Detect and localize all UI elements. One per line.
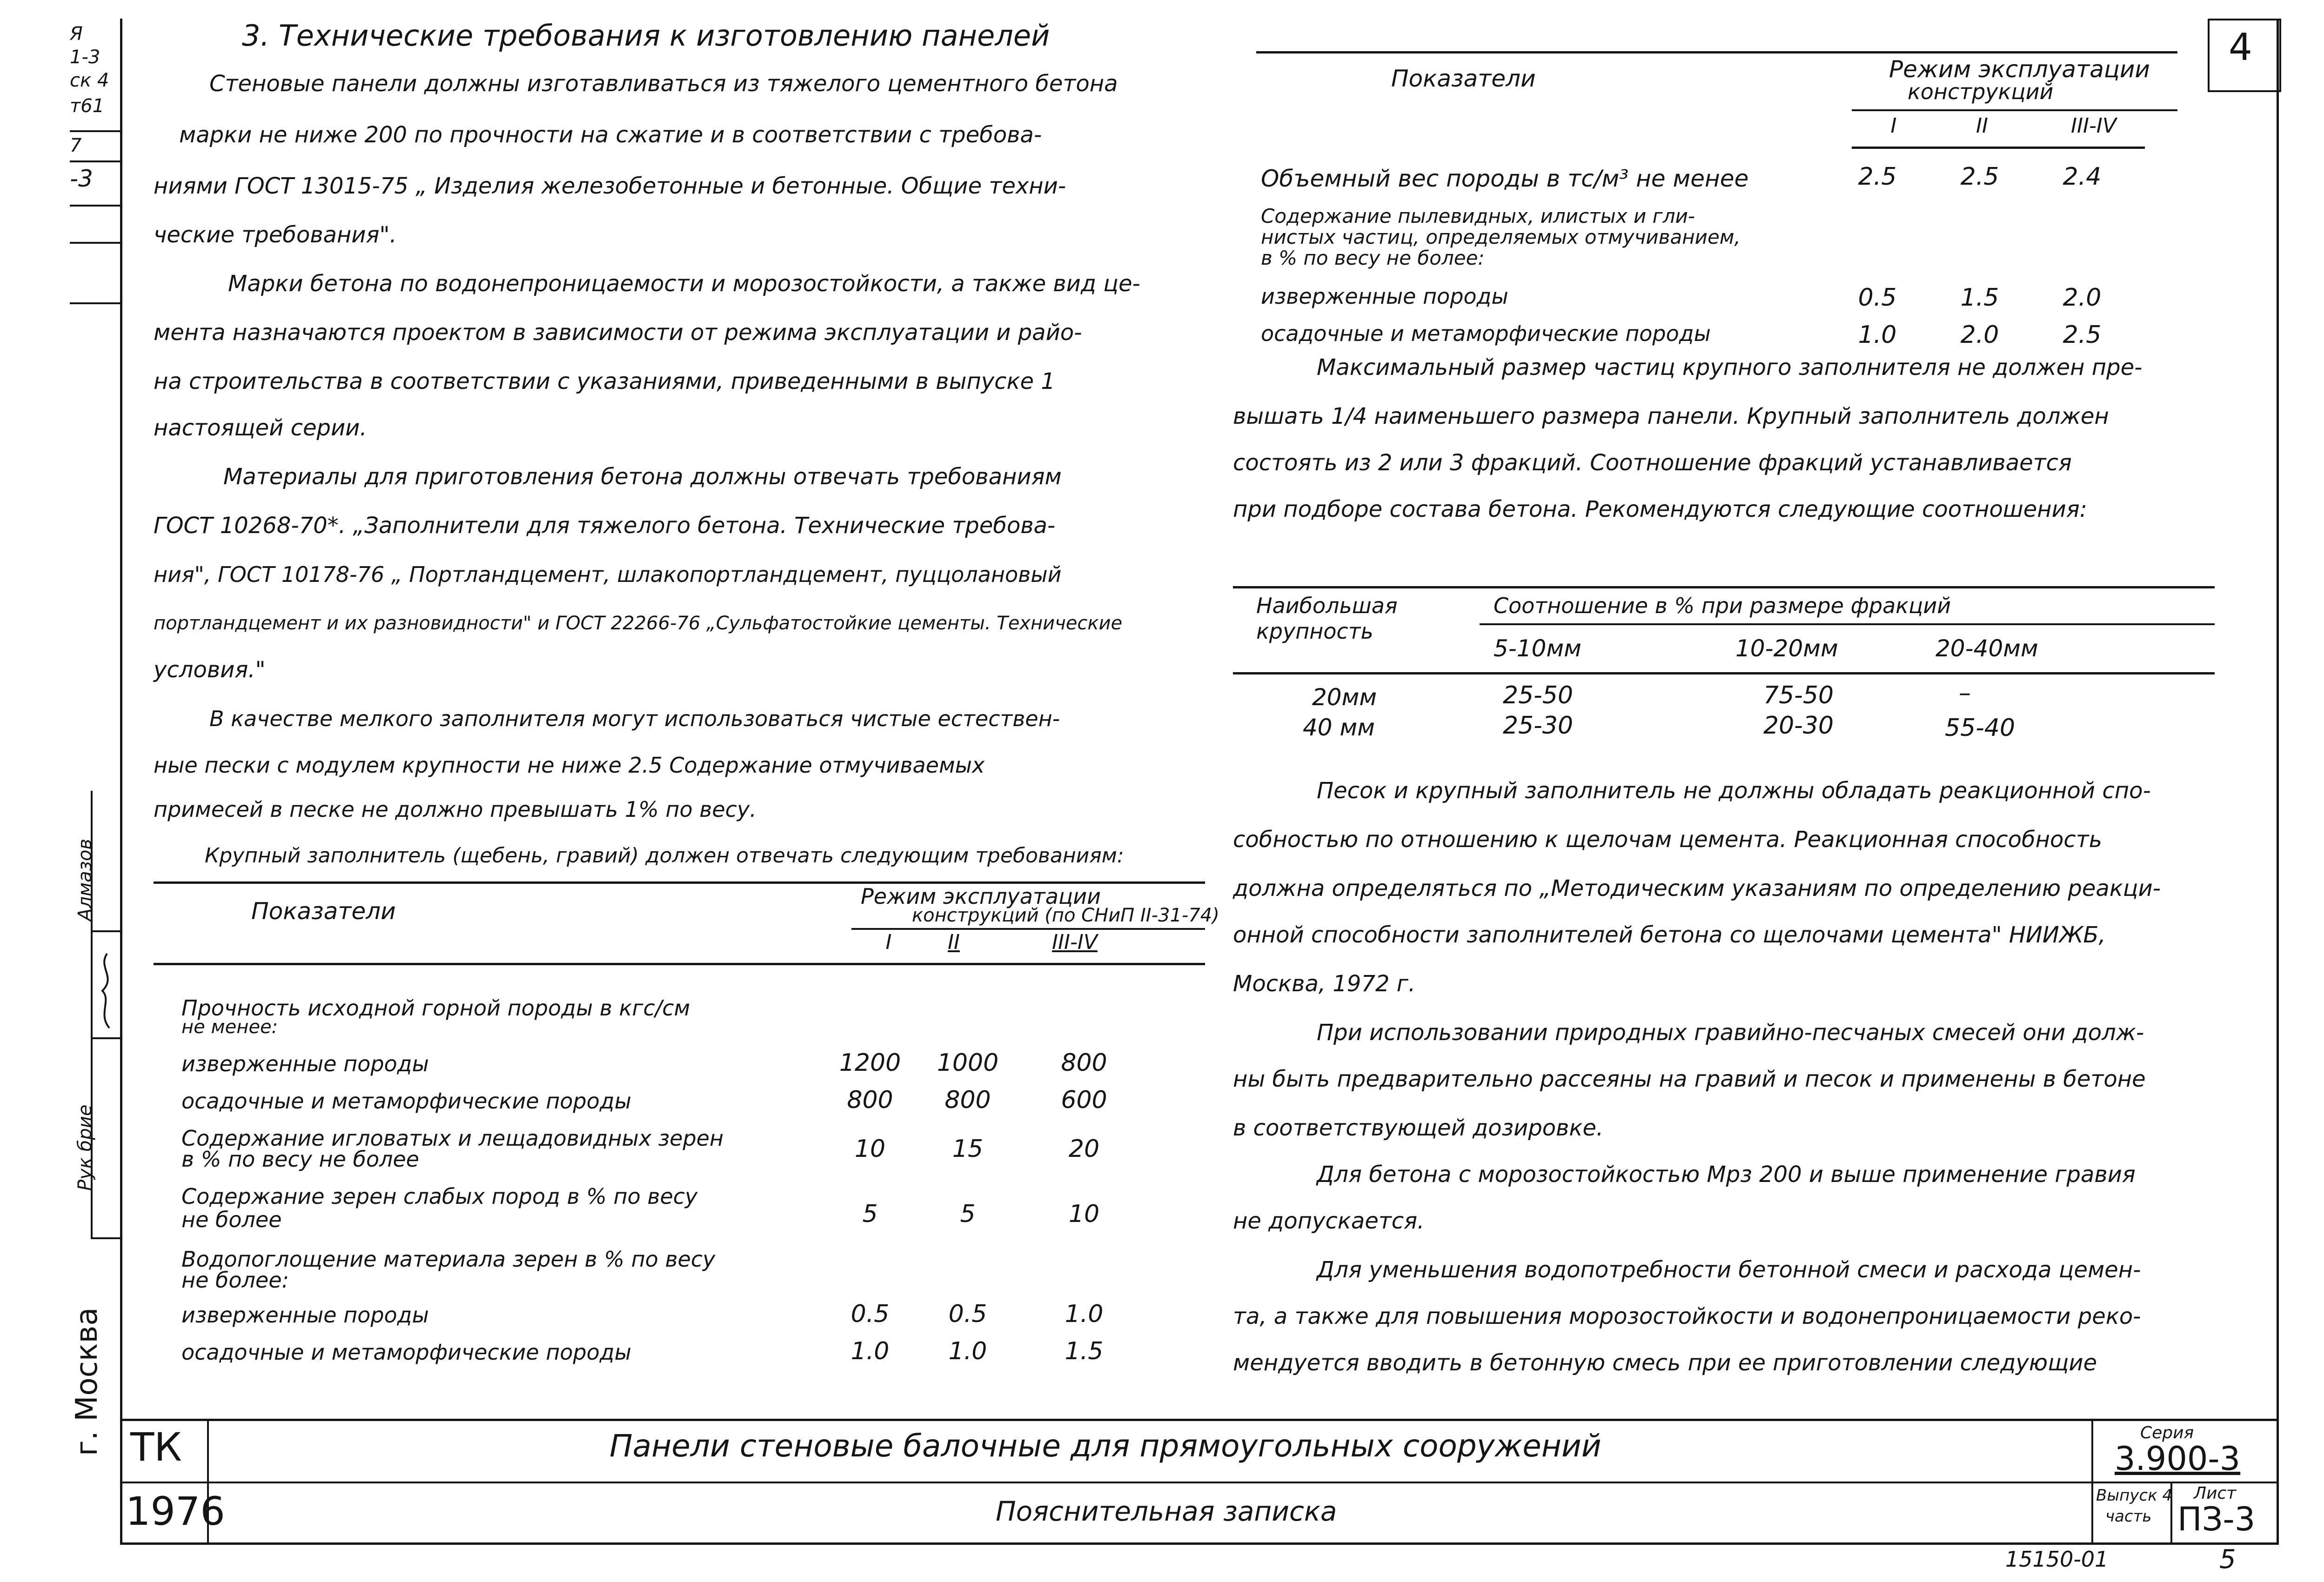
stamp-sheet: ПЗ-3: [2177, 1500, 2256, 1538]
left-para-line-6: мента назначаются проектом в зависимости от режима эксплуатации и райо-: [154, 320, 1082, 346]
table3-col-1: 5-10мм: [1494, 635, 1581, 662]
t2-row3-v3: 2.0: [2063, 284, 2102, 312]
left-para-line-17: Крупный заполнитель (щебень, гравий) должен отвечать следующим требованиям:: [205, 844, 1124, 868]
right-para-b-line-2: собностью по отношению к щелочам цемента. Реакционная способность: [1233, 827, 2103, 853]
table1-header-indicator: Показатели: [251, 898, 396, 925]
strip-divider-3: [70, 205, 121, 207]
stamp-series-divider: [2091, 1419, 2093, 1544]
stamp-top-rule: [120, 1419, 2279, 1421]
strip-code-1: Я: [70, 23, 83, 45]
table1-col-3: III-IV: [1052, 930, 1098, 954]
right-para-a-line-3: состоять из 2 или 3 фракций. Соотношение фракций устанавливается: [1233, 450, 2072, 476]
right-para-a-line-1: Максимальный размер частиц крупного заполнителя не должен пре-: [1317, 354, 2143, 380]
sig-strip-div-1: [91, 930, 121, 932]
t1-row8-v3: 1.5: [1065, 1337, 1104, 1365]
t1-row7-v3: 1.0: [1065, 1300, 1104, 1328]
table3-top-rule: [1233, 586, 2215, 588]
strip-divider-2: [70, 160, 121, 162]
right-para-b-line-5: Москва, 1972 г.: [1233, 971, 1416, 997]
t1-row4-v1: 10: [854, 1135, 886, 1163]
table3-header-sub-rule: [1480, 623, 2215, 625]
table2-header-bottom-rule: [1852, 147, 2145, 149]
t1-row4-label2: в % по весу не более: [181, 1147, 419, 1172]
t1-row7-v1: 0.5: [851, 1300, 890, 1328]
left-para-line-12: портландцемент и их разновидности" и ГОСТ 22266-76 „Сульфатостойкие цементы. Технические: [154, 613, 1123, 634]
t1-row5-label2: не более: [181, 1207, 282, 1232]
right-para-a-line-4: при подборе состава бетона. Рекомендуются следующие соотношения:: [1233, 496, 2087, 522]
t2-row3-label: изверженные породы: [1261, 284, 1508, 309]
t2-row4-label: осадочные и метаморфические породы: [1261, 321, 1711, 346]
t3-row2-v1: 25-30: [1503, 712, 1574, 740]
t2-row1-v3: 2.4: [2063, 163, 2102, 191]
table2-header-mode2: конструкций: [1908, 79, 2054, 104]
city-label: г. Москва: [70, 1307, 104, 1456]
table2-header-mode: Режим эксплуатации: [1889, 56, 2150, 83]
t1-row5-v1: 5: [862, 1200, 878, 1228]
table1-header-mode: Режим эксплуатации: [861, 884, 1101, 909]
stamp-sheet-label: Лист: [2194, 1484, 2237, 1503]
right-para-b-line-8: в соответствующей дозировке.: [1233, 1115, 1604, 1141]
left-para-line-16: примесей в песке не должно превышать 1% по весу.: [154, 797, 757, 822]
stamp-series: 3.900-3: [2115, 1440, 2241, 1478]
strip-code-4: т61: [70, 95, 105, 117]
left-para-line-7: на строительства в соответствии с указаниями, приведенными в выпуске 1: [154, 368, 1055, 394]
stamp-issue-label: Выпуск 4: [2096, 1486, 2173, 1505]
right-para-b-line-4: онной способности заполнителей бетона со щелочами цемента" НИИЖБ,: [1233, 922, 2106, 948]
t1-row2-v1: 1200: [839, 1049, 901, 1077]
t1-row5-v2: 5: [960, 1200, 976, 1228]
left-para-line-1: Стеновые панели должны изготавливаться из тяжелого цементного бетона: [209, 71, 1118, 97]
t2-row1-v1: 2.5: [1858, 163, 1897, 191]
frame-bottom-line: [120, 1542, 2279, 1545]
t1-row1-label2: не менее:: [181, 1016, 278, 1038]
table2-top-rule: [1256, 51, 2177, 53]
t2-row4-v2: 2.0: [1960, 321, 1999, 349]
t1-row2-v3: 800: [1061, 1049, 1107, 1077]
t3-row1-v2: 75-50: [1763, 681, 1834, 709]
frame-right-line: [2277, 19, 2279, 1544]
t2-row3-v2: 1.5: [1960, 284, 1999, 312]
signature-mark: [93, 949, 121, 1033]
strip-code-3: ск 4: [70, 70, 109, 91]
table3-header-bottom-rule: [1233, 672, 2215, 674]
t3-row2-label: 40 мм: [1303, 714, 1375, 741]
t2-row2-label2: нистых частиц, определяемых отмучиванием,: [1261, 226, 1741, 248]
table1-header-bottom-rule: [154, 963, 1205, 965]
t1-row3-v3: 600: [1061, 1086, 1107, 1114]
stamp-mid-rule: [120, 1482, 2279, 1483]
strip-divider-4: [70, 242, 121, 244]
right-para-b-line-12: та, а также для повышения морозостойкости и водонепроницаемости реко-: [1233, 1303, 2141, 1329]
t1-row4-v2: 15: [952, 1135, 984, 1163]
t1-row8-label: осадочные и метаморфические породы: [181, 1340, 631, 1365]
table1-header-sub-rule: [851, 928, 1205, 930]
t3-row1-v1: 25-50: [1503, 681, 1574, 709]
t3-row1-label: 20мм: [1312, 684, 1377, 711]
right-para-b-line-7: ны быть предварительно рассеяны на гравий и песок и применены в бетоне: [1233, 1066, 2146, 1092]
strip-divider-1: [70, 130, 121, 132]
table1-header-mode2: конструкций (по СНиП II-31-74): [912, 905, 1219, 926]
right-para-b-line-13: мендуется вводить в бетонную смесь при ее приготовлении следующие: [1233, 1350, 2097, 1376]
left-para-line-2: марки не ниже 200 по прочности на сжатие и в соответствии с требова-: [179, 122, 1042, 148]
table1-col-1: I: [885, 930, 892, 954]
right-para-b-line-10: не допускается.: [1233, 1208, 1425, 1234]
table2-col-2: II: [1976, 114, 1988, 138]
strip-code-2: 1-3: [70, 47, 100, 68]
t2-row4-v3: 2.5: [2063, 321, 2102, 349]
left-para-line-5: Марки бетона по водонепроницаемости и морозостойкости, а также вид це-: [228, 271, 1140, 297]
t3-row2-v2: 20-30: [1763, 712, 1834, 740]
t1-row3-v2: 800: [944, 1086, 991, 1114]
strip-code-5: 7: [70, 135, 82, 156]
table2-col-1: I: [1890, 114, 1897, 138]
t2-row3-v1: 0.5: [1858, 284, 1897, 312]
t2-row2-label: Содержание пылевидных, илистых и гли-: [1261, 205, 1695, 227]
sig-strip-div-2: [91, 1037, 121, 1039]
table1-col-2: II: [948, 930, 960, 954]
t1-row6-label: Водопоглощение материала зерен в % по весу: [181, 1247, 716, 1272]
left-para-line-13: условия.": [154, 657, 266, 683]
right-para-b-line-3: должна определяться по „Методическим указаниям по определению реакци-: [1233, 875, 2161, 901]
sig-name-almazov: Алмазов: [74, 839, 96, 921]
strip-divider-5: [70, 302, 121, 304]
stamp-series-label: Серия: [2140, 1423, 2194, 1442]
t2-row2-label3: в % по весу не более:: [1261, 247, 1485, 269]
t1-row8-v1: 1.0: [851, 1337, 890, 1365]
section-title: 3. Технические требования к изготовлению панелей: [242, 19, 1050, 53]
table3-header-b: Соотношение в % при размере фракций: [1494, 593, 1951, 618]
sig-role-label: Рук брие: [74, 1104, 96, 1191]
table2-col-3: III-IV: [2071, 114, 2116, 138]
t1-row5-label: Содержание зерен слабых пород в % по весу: [181, 1184, 698, 1209]
stamp-title: Панели стеновые балочные для прямоугольных сооружений: [609, 1428, 1601, 1464]
table3-col-2: 10-20мм: [1735, 635, 1838, 662]
t1-row5-v3: 10: [1068, 1200, 1100, 1228]
t1-row2-label: изверженные породы: [181, 1051, 429, 1076]
t1-row7-v2: 0.5: [948, 1300, 987, 1328]
left-para-line-8: настоящей серии.: [154, 415, 367, 441]
right-para-a-line-2: вышать 1/4 наименьшего размера панели. Крупный заполнитель должен: [1233, 403, 2109, 429]
right-para-b-line-1: Песок и крупный заполнитель не должны обладать реакционной спо-: [1317, 778, 2151, 804]
left-para-line-4: ческие требования".: [154, 222, 397, 248]
left-para-line-15: ные пески с модулем крупности не ниже 2.5 Содержание отмучиваемых: [154, 753, 985, 778]
table3-col-3: 20-40мм: [1936, 635, 2038, 662]
t2-row1-label: Объемный вес породы в тс/м³ не менее: [1261, 165, 1749, 192]
corner-sheet-number: 4: [2229, 26, 2252, 69]
t2-row4-v1: 1.0: [1858, 321, 1897, 349]
right-para-b-line-11: Для уменьшения водопотребности бетонной смеси и расхода цемен-: [1317, 1257, 2141, 1283]
t1-row4-label: Содержание игловатых и лещадовидных зерен: [181, 1126, 724, 1151]
table3-header-a: Наибольшая: [1256, 593, 1398, 618]
table2-header-sub-rule: [1852, 109, 2177, 111]
stamp-year: 1976: [126, 1489, 225, 1534]
t1-row2-v2: 1000: [937, 1049, 999, 1077]
left-para-line-14: В качестве мелкого заполнителя могут использоваться чистые естествен-: [209, 706, 1060, 731]
t2-row1-v2: 2.5: [1960, 163, 1999, 191]
left-para-line-10: ГОСТ 10268-70*. „Заполнители для тяжелого бетона. Технические требова-: [154, 513, 1056, 539]
t1-row6-label2: не более:: [181, 1268, 289, 1293]
t1-row3-v1: 800: [847, 1086, 893, 1114]
stamp-org: ТК: [130, 1424, 182, 1470]
right-para-b-line-9: Для бетона с морозостойкостью Мрз 200 и выше применение гравия: [1317, 1161, 2136, 1188]
strip-code-6: -3: [70, 165, 93, 192]
left-para-line-11: ния", ГОСТ 10178-76 „ Портландцемент, шлакопортландцемент, пуццолановый: [154, 562, 1062, 587]
table3-header-a2: крупность: [1256, 619, 1373, 644]
t1-row8-v2: 1.0: [948, 1337, 987, 1365]
left-para-line-3: ниями ГОСТ 13015-75 „ Изделия железобетонные и бетонные. Общие техни-: [154, 173, 1066, 199]
t1-row4-v3: 20: [1068, 1135, 1100, 1163]
stamp-part-label: часть: [2105, 1507, 2152, 1526]
t1-row3-label: осадочные и метаморфические породы: [181, 1088, 631, 1114]
right-para-b-line-6: При использовании природных гравийно-песчаных смесей они долж-: [1317, 1020, 2144, 1046]
footer-page: 5: [2219, 1544, 2236, 1575]
footer-note: 15150-01: [2005, 1547, 2109, 1572]
t3-row1-v3: –: [1959, 679, 1971, 707]
t1-row1-label: Прочность исходной горной породы в кгс/см: [181, 995, 690, 1021]
t1-row7-label: изверженные породы: [181, 1302, 429, 1328]
stamp-subtitle: Пояснительная записка: [996, 1495, 1337, 1527]
left-para-line-9: Материалы для приготовления бетона должны отвечать требованиям: [223, 464, 1062, 490]
frame-left-line: [120, 19, 122, 1544]
t3-row2-v3: 55-40: [1945, 714, 2016, 742]
sig-strip-div-3: [91, 1237, 121, 1239]
table2-header-indicator: Показатели: [1391, 65, 1536, 92]
